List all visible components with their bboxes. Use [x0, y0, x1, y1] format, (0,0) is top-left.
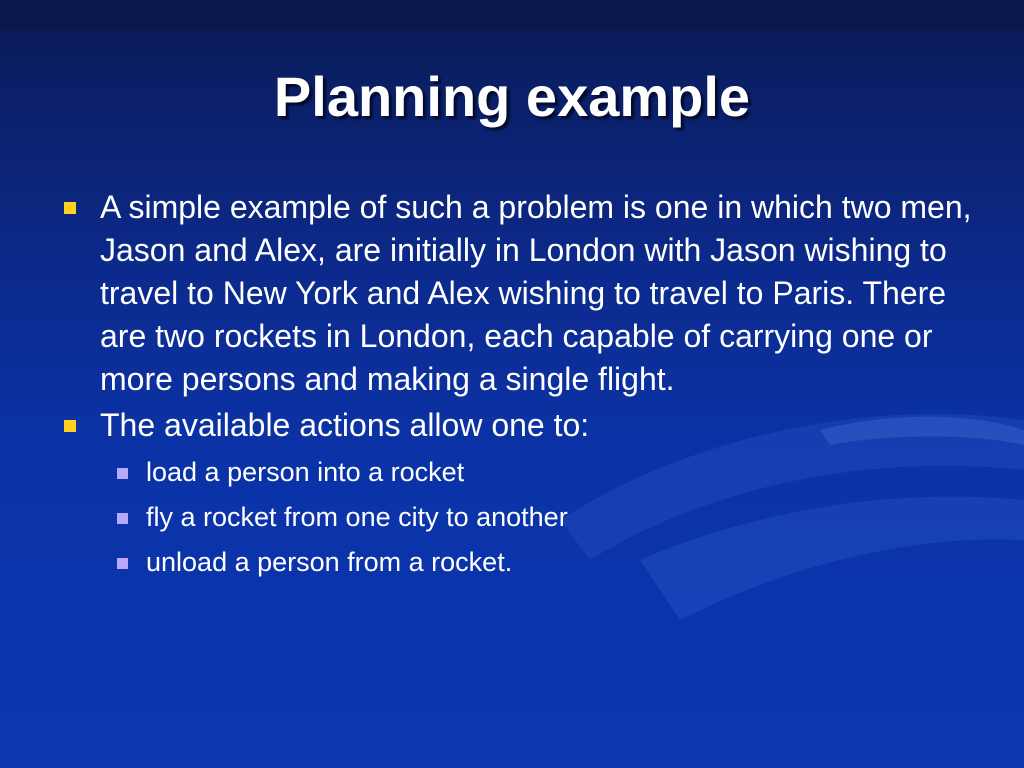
sub-bullet-fly: [62, 495, 982, 540]
sub-bullet-load: [62, 450, 982, 495]
sub-bullet-text: unload a person from a rocket.: [146, 547, 513, 577]
sub-bullet-text: fly a rocket from one city to another: [146, 502, 568, 532]
actions-sub-list: [62, 450, 982, 585]
square-sub-bullet-icon: [117, 468, 128, 479]
slide-title: Planning example: [273, 65, 751, 128]
bullet-problem-description: [62, 186, 982, 401]
square-bullet-icon: [64, 202, 76, 214]
square-sub-bullet-icon: [117, 513, 128, 524]
bullet-available-actions: [62, 404, 982, 447]
square-sub-bullet-icon: [117, 558, 128, 569]
sub-bullet-text: load a person into a rocket: [146, 457, 465, 487]
bullet-text: The available actions allow one to:: [100, 407, 590, 443]
square-bullet-icon: [64, 420, 76, 432]
slide-body: [62, 186, 982, 585]
sub-bullet-unload: [62, 540, 982, 585]
bullet-text: A simple example of such a problem is one in which two men, Jason and Alex, are initially in London with Jason wishing to travel to New York and Alex wishing to travel to Paris. There are two rockets in London, each capable of carrying one or more persons and making a single flight.: [100, 189, 972, 397]
